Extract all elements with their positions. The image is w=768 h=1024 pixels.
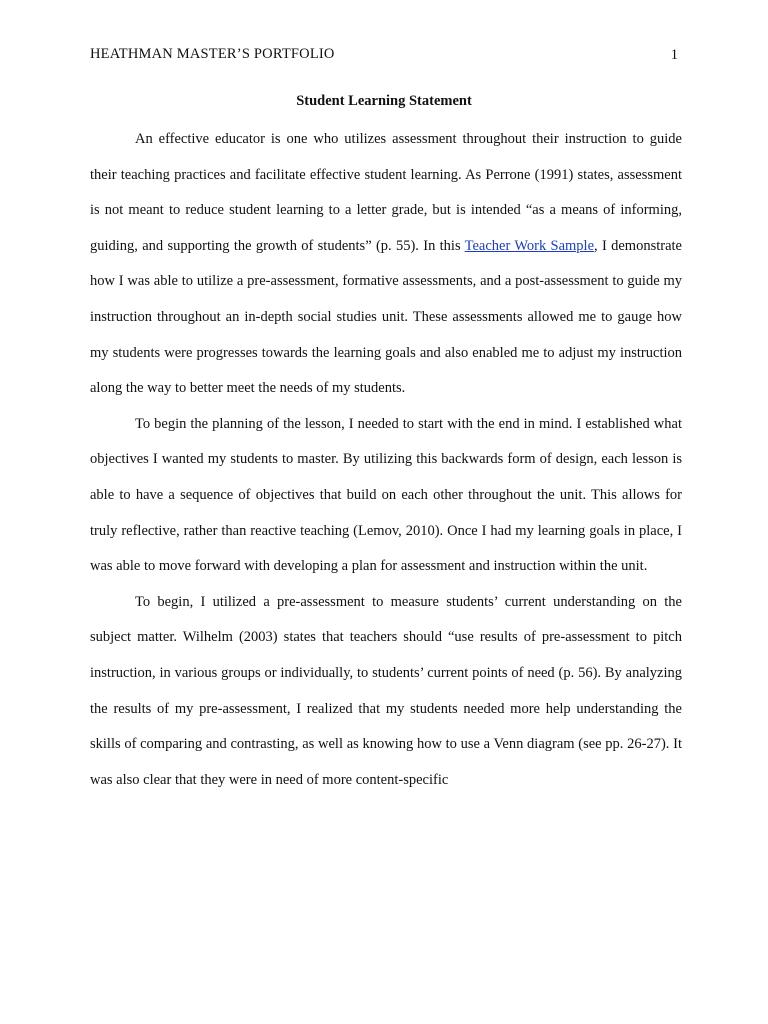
document-title: Student Learning Statement (296, 93, 472, 109)
paragraph-1-text-end: , I demonstrate how I was able to utilize a pre-assessment, formative assessments, and a post-assessment to guide my instruction throughout an in-depth social studies unit. These assessments allowed me to gauge how my students were progresses towards the learning goals and also enabled me to adjust my instruction along the way to better meet the needs of my students. (90, 237, 682, 397)
teacher-work-sample-link[interactable]: Teacher Work Sample (464, 237, 595, 254)
paragraph-2: To begin the planning of the lesson, I needed to start with the end in mind. I established what objectives I wanted my students to master. By utilizing this backwards form of design, each lesson is able to have a sequence of objectives that build on each other throughout the unit. This allows for truly reflective, rather than reactive teaching (Lemov, 2010). Once I had my learning goals in place, I was able to move forward with developing a plan for assessment and instruction within the unit. (90, 415, 682, 575)
paragraph-1-text-start: An effective educator is one who utilizes assessment throughout their instruction to guide their teaching practices and facilitate effective student learning. As Perrone (1991) states, assessment is not meant to reduce student learning to a letter grade, but is intended “as a means of informing, guiding, and supporting the growth of students” (p. 55). In this (90, 131, 682, 254)
running-head: HEATHMAN MASTER’S PORTFOLIO (90, 46, 335, 62)
paragraph-3: To begin, I utilized a pre-assessment to measure students’ current understanding on the subject matter. Wilhelm (2003) states that teachers should “use results of pre-assessment to pitch instruction, in various groups or individually, to students’ current points of need (p. 56). By analyzing the results of my pre-assessment, I realized that my students needed more help understanding the skills of comparing and contrasting, as well as knowing how to use a Venn diagram (see pp. 26-27). It was also clear that they were in need of more content-specific (90, 593, 682, 788)
document-body (90, 122, 682, 798)
paragraph-1 (90, 122, 682, 407)
page-number: 1 (670, 47, 678, 63)
